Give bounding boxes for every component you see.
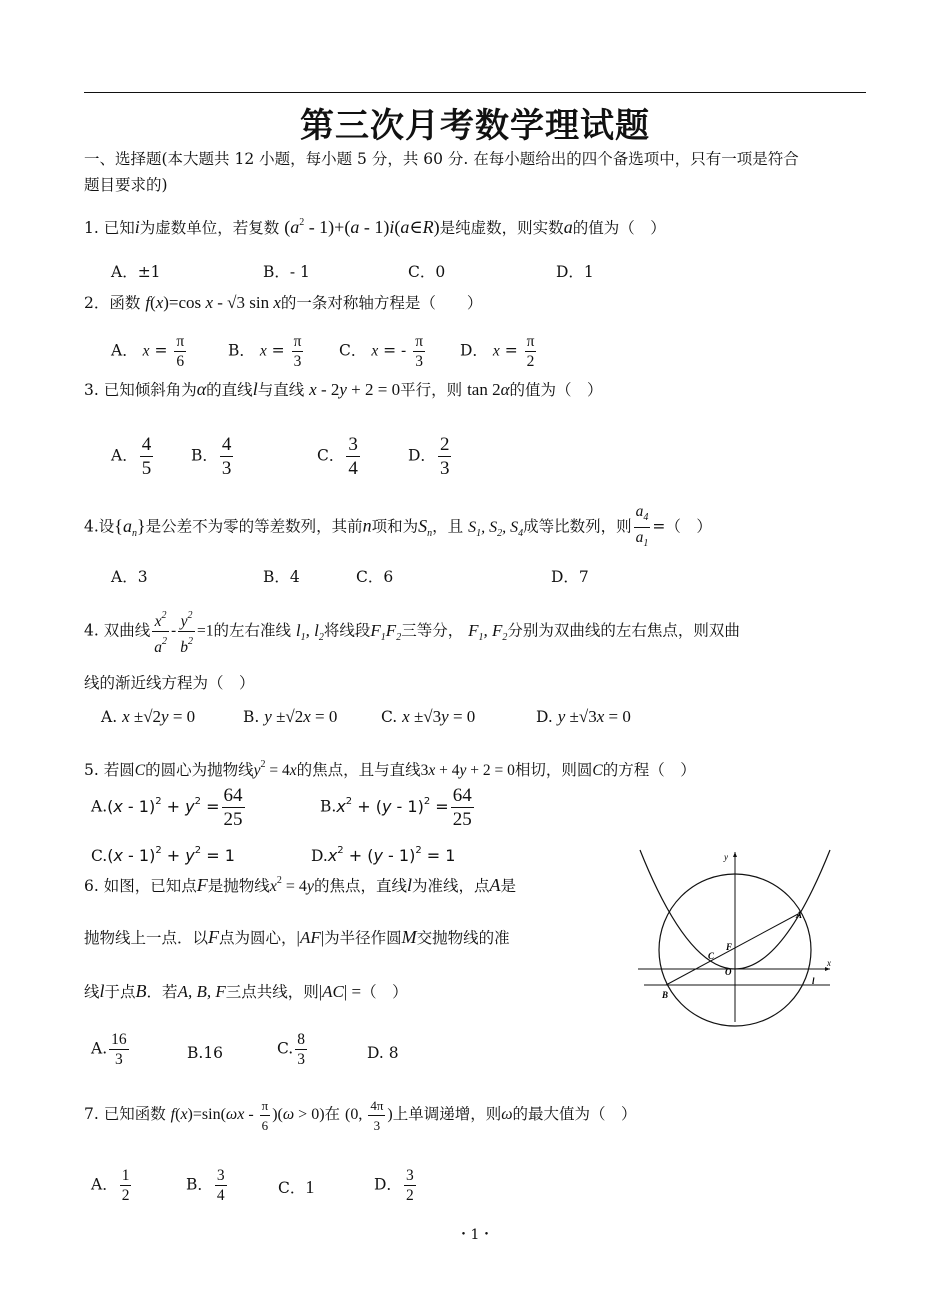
q1-option-b[interactable]: B．- 1 [263, 263, 310, 281]
figure-label-y: y [724, 852, 728, 862]
q4a-option-a[interactable]: A．3 [111, 568, 148, 586]
figure-label-c: C [708, 951, 715, 961]
q6-option-d[interactable]: D. 8 [367, 1044, 399, 1062]
q7-option-b[interactable]: B． $\frac{3}{4}$ [186, 1167, 225, 1204]
q5-option-a[interactable]: $A.(x - 1)^2 + y^2$ = $\frac{64}{25}$ [91, 785, 243, 830]
q4b-option-b[interactable]: B. y ±√2x = 0 [243, 707, 338, 726]
page-number: ・1・ [456, 1227, 494, 1243]
q7-option-c[interactable]: C．1 [278, 1177, 315, 1197]
figure-label-b: B [662, 990, 669, 1000]
q4a-option-b[interactable]: B．4 [263, 568, 300, 586]
q1-option-c[interactable]: C．0 [408, 263, 446, 281]
q6-option-c[interactable]: C. $\frac{8}{3}$ [277, 1031, 305, 1068]
q4a-option-c[interactable]: C．6 [356, 568, 394, 586]
parabola-circle-figure [630, 842, 840, 1027]
y-axis-arrow [733, 852, 737, 857]
q4b-option-a[interactable]: A. x ±√2y = 0 [101, 707, 196, 726]
q5-option-b[interactable]: $B.x^2 + (y - 1)^2$ = $\frac{64}{25}$ [320, 785, 472, 830]
q2-option-d[interactable]: D． x = $\frac{\pi}{2}$ [460, 333, 535, 370]
question-4a: 4.设$\{a_n\}$是公差不为零的等差数列，其前n项和为$S_n$，且 $S_1$, $S_2$, $S_4$成等比数列，则 $\frac{a_4}{a_1}$ =（ ） [84, 503, 712, 549]
figure-label-l: l [812, 976, 815, 986]
figure-label-a: A [796, 910, 803, 920]
q4a-option-d[interactable]: D．7 [551, 568, 589, 586]
q3-option-c[interactable]: C． $\frac{3}{4}$ [317, 434, 358, 479]
figure-label-o: O [725, 967, 732, 977]
q4b-option-c[interactable]: C. x ±√3y = 0 [381, 707, 476, 726]
q5-option-d[interactable]: $D.x^2 + (y - 1)^2 = 1$ [311, 845, 456, 865]
q1-option-a[interactable]: A．±1 [111, 263, 161, 281]
q5-option-c[interactable]: $C.(x - 1)^2 + y^2 = 1$ [91, 845, 235, 865]
question-6-line2: 抛物线上一点．以F点为圆心，|AF|为半径作圆M交抛物线的准 [84, 927, 510, 947]
q3-option-b[interactable]: B． $\frac{4}{3}$ [191, 434, 232, 479]
q3-option-a[interactable]: A． $\frac{4}{5}$ [111, 434, 152, 479]
q2-option-a[interactable]: A． x = $\frac{\pi}{6}$ [111, 333, 185, 370]
section-heading-cont: 题目要求的) [84, 176, 168, 194]
figure-label-x: x [827, 958, 831, 968]
question-7: 7. 已知函数 f(x)=sin(ωx - $\frac{\pi}{6}$ )(ω > 0)在 (0, $\frac{4\pi}{3}$ )上单调递增，则ω的最大值为（ ） [84, 1098, 637, 1133]
q2-option-b[interactable]: B． x = $\frac{\pi}{3}$ [228, 333, 302, 370]
question-6: 6. 如图，已知点F是抛物线$x^2 = 4y$的焦点，直线l为准线，点A是 [84, 875, 517, 895]
question-5: 5. 若圆C的圆心为抛物线$y^2 = 4x$的焦点，且与直线3x + 4y + 2 = 0相切，则圆C的方程（ ） [84, 759, 696, 779]
question-4b: 4. 双曲线 $\frac{x^2}{a^2}$ - $\frac{y^2}{b^2}$ =1的左右准线 $l_1$, $l_2$将线段$F_1F_2$三等分， $F_1$, $F_2$分别为双曲线的左右焦点，则双曲 [84, 606, 740, 657]
q1-option-d[interactable]: D．1 [556, 263, 594, 281]
question-4b-cont: 线的渐近线方程为（ ） [84, 674, 255, 692]
page-title: 第三次月考数学理试题 [300, 106, 650, 146]
q2-option-c[interactable]: C． x = - $\frac{\pi}{3}$ [339, 333, 424, 370]
q4b-option-d[interactable]: D. y ±√3x = 0 [536, 707, 631, 726]
q3-option-d[interactable]: D． $\frac{2}{3}$ [408, 434, 450, 479]
question-1: 1. 已知i为虚数单位，若复数 $(a^2 - 1)+(a$ - 1)i(a∈R)是纯虚数，则实数a的值为（ ） [84, 217, 666, 237]
section-heading: 一、选择题(本大题共 12 小题，每小题 5 分，共 60 分. 在每小题给出的四个备选项中，只有一项是符合 [84, 150, 799, 168]
figure-label-f: F [726, 942, 733, 952]
q6-option-a[interactable]: A. $\frac{16}{3}$ [91, 1031, 127, 1068]
q6-option-b[interactable]: B.16 [187, 1044, 224, 1062]
question-3: 3. 已知倾斜角为α的直线l与直线 x - 2y + 2 = 0平行，则 tan 2α的值为（ ） [84, 379, 603, 399]
q7-option-a[interactable]: A． $\frac{1}{2}$ [91, 1167, 130, 1204]
question-2: 2．函数 f(x)=cos x - √3 sin x的一条对称轴方程是（ ） [84, 293, 483, 312]
question-6-line3: 线l于点B．若A, B, F三点共线，则|AC| =（ ） [84, 981, 408, 1001]
header-rule [84, 92, 866, 93]
q7-option-d[interactable]: D． $\frac{3}{2}$ [374, 1167, 414, 1204]
